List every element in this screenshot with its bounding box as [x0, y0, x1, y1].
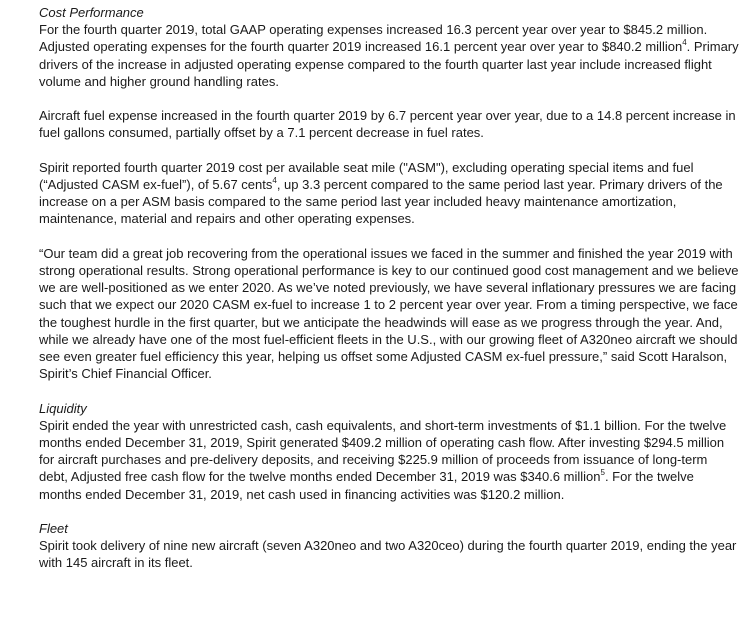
cost-performance-paragraph-1 [39, 21, 739, 90]
cost-performance-p1-text-b: . Primary drivers of the increase in adjusted operating expense compared to the fourth quarter last year include increased flight volume and higher ground handling rates. [39, 39, 739, 89]
footnote-ref-4: 4 [682, 38, 687, 48]
cost-performance-p1-text-a: For the fourth quarter 2019, total GAAP operating expenses increased 16.3 percent year over year to $845.2 million. Adjusted operating expenses for the fourth quarter 2019 increased 16.1 percent year over year to $840.2 million [39, 22, 708, 55]
liquidity-p1-text-a: Spirit ended the year with unrestricted cash, cash equivalents, and short-term investments of $1.1 billion. For the twelve months ended December 31, 2019, Spirit generated $409.2 million of operating cash flow. After investing $294.5 million for aircraft purchases and pre-delivery deposits, and receiving $225.9 million of proceeds from issuance of long-term debt, Adjusted free cash flow for the twelve months ended December 31, 2019 was $340.6 million [39, 417, 727, 485]
cfo-quote-paragraph: “Our team did a great job recovering from the operational issues we faced in the summer and finished the year 2019 with strong operational results. Strong operational performance is key to our continued good cost management and we believe we are well-positioned as we enter 2020. As we’ve noted previously, we have several inflationary pressures we are facing such that we expect our 2020 CASM ex-fuel to increase 1 to 2 percent year over year. From a timing perspective, we face the toughest hurdle in the first quarter, but we anticipate the headwinds will ease as we progress through the year. And, while we already have one of the most fuel-efficient fleets in the U.S., with our growing fleet of A320neo aircraft we should see even greater fuel efficiency this year, helping us offset some Adjusted CASM ex-fuel pressure,” said Scott Haralson, Spirit’s Chief Financial Officer. [39, 245, 739, 382]
liquidity-heading: Liquidity [39, 400, 87, 416]
paragraph-spacer [39, 503, 739, 520]
cost-performance-paragraph-3 [39, 159, 739, 228]
cost-performance-p3-text-b: , up 3.3 percent compared to the same period last year. Primary drivers of the increase on a per ASM basis compared to the same period last year included heavy maintenance amortization, maintenance, material and repairs and other operating expenses. [39, 177, 723, 227]
press-release-body [39, 4, 739, 572]
cost-performance-p3-text-a: Spirit reported fourth quarter 2019 cost per available seat mile ("ASM"), excluding operating special items and fuel (“Adjusted CASM ex-fuel”), of 5.67 cents [39, 159, 694, 192]
footnote-ref-4: 4 [272, 175, 277, 185]
fleet-heading: Fleet [39, 521, 68, 537]
footnote-ref-5: 5 [600, 468, 605, 478]
cost-performance-heading: Cost Performance [39, 5, 144, 20]
paragraph-spacer [39, 228, 739, 245]
paragraph-spacer [39, 382, 739, 399]
fleet-paragraph: Spirit took delivery of nine new aircraft (seven A320neo and two A320ceo) during the fourth quarter 2019, ending the year with 145 aircraft in its fleet. [39, 538, 737, 571]
cost-performance-paragraph-2: Aircraft fuel expense increased in the fourth quarter 2019 by 6.7 percent year over year, due to a 14.8 percent increase in fuel gallons consumed, partially offset by a 7.1 percent decrease in fuel rates. [39, 108, 736, 141]
paragraph-spacer [39, 142, 739, 159]
liquidity-p1-text-b: . For the twelve months ended December 31, 2019, net cash used in financing activities was $120.2 million. [39, 469, 694, 502]
paragraph-spacer [39, 90, 739, 107]
liquidity-paragraph [39, 417, 739, 503]
